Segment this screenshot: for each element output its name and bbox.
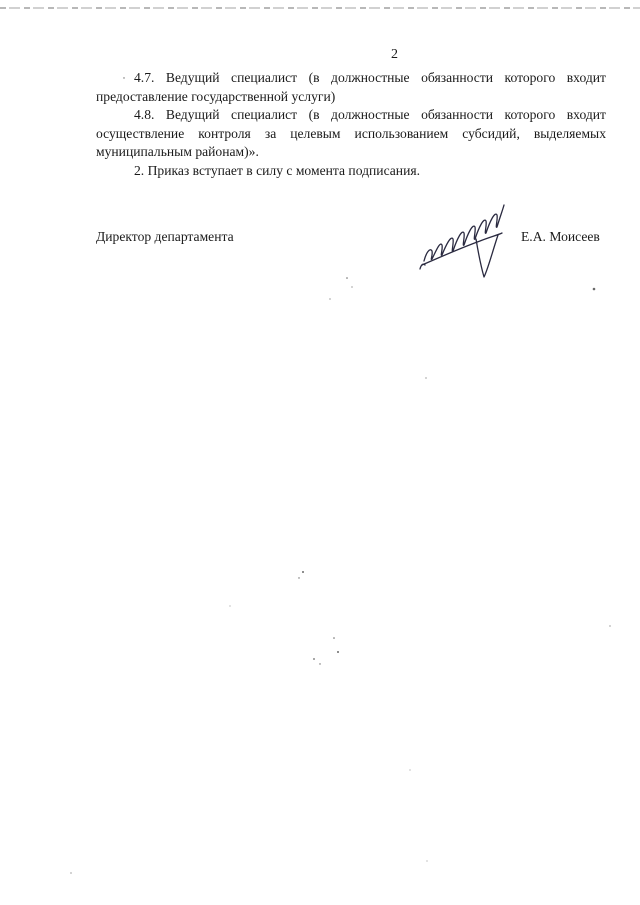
handwritten-signature: [418, 193, 510, 283]
page-number: 2: [391, 47, 398, 62]
signatory-position: Директор департамента: [96, 229, 234, 244]
scan-edge-line: [0, 7, 640, 9]
paragraph-4-7: 4.7. Ведущий специалист (в должностные обязанности которого входит предоставление государственной услуги): [96, 70, 606, 104]
paragraph-4-8: 4.8. Ведущий специалист (в должностные обязанности которого входит осуществление контроля за целевым использованием субсидий, выделяемых муниципальным районам)».: [96, 107, 606, 160]
document-body: [96, 69, 606, 181]
paragraph-2: 2. Приказ вступает в силу с момента подписания.: [134, 162, 420, 178]
signatory-name: Е.А. Моисеев: [521, 229, 600, 244]
